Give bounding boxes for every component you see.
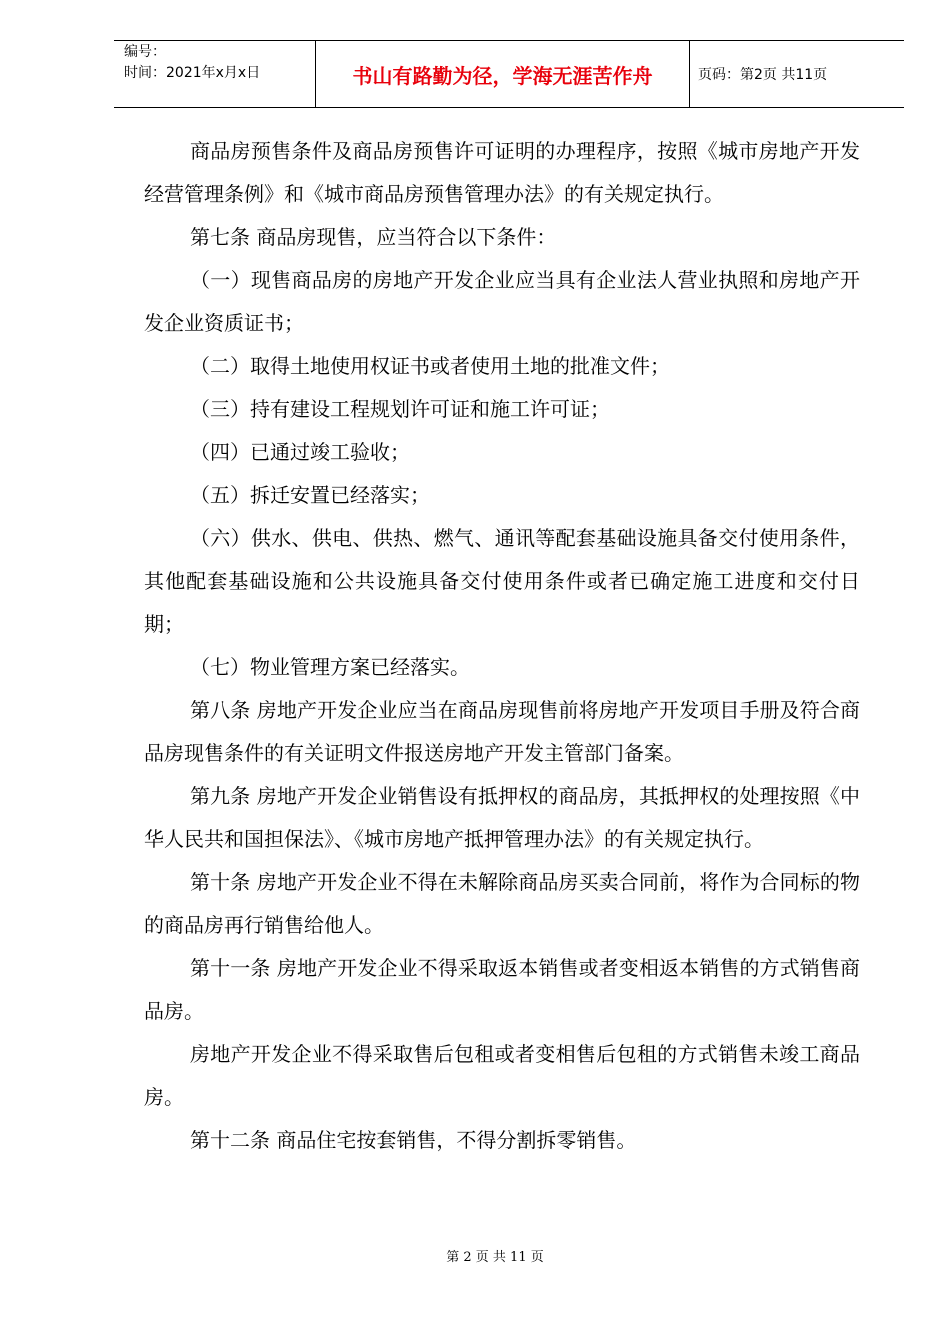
document-number-label: 编号： xyxy=(124,44,166,60)
page-header xyxy=(114,40,904,108)
header-page-info: 页码：第2页 共11页 xyxy=(698,67,828,83)
paragraph: 第十二条 商品住宅按套销售，不得分割拆零销售。 xyxy=(190,1128,637,1152)
paragraph: （四）已通过竣工验收； xyxy=(190,440,410,464)
paragraph: 第七条 商品房现售，应当符合以下条件： xyxy=(190,225,557,249)
paragraph: （七）物业管理方案已经落实。 xyxy=(190,655,470,679)
paragraph: 房地产开发企业不得采取售后包租或者变相售后包租的方式销售未竣工商品房。 xyxy=(144,1042,860,1109)
paragraph: 商品房预售条件及商品房预售许可证明的办理程序，按照《城市房地产开发经营管理条例》和《城市商品房预售管理办法》的有关规定执行。 xyxy=(144,139,860,206)
paragraph: 第十条 房地产开发企业不得在未解除商品房买卖合同前，将作为合同标的物的商品房再行销售给他人。 xyxy=(144,870,860,937)
page-footer-number: 第 2 页 共 11 页 xyxy=(446,1250,544,1265)
paragraph: 第十一条 房地产开发企业不得采取返本销售或者变相返本销售的方式销售商品房。 xyxy=(144,956,860,1023)
paragraph: （六）供水、供电、供热、燃气、通讯等配套基础设施具备交付使用条件，其他配套基础设施和公共设施具备交付使用条件或者已确定施工进度和交付日期； xyxy=(144,526,860,636)
paragraph: （二）取得土地使用权证书或者使用土地的批准文件； xyxy=(190,354,670,378)
header-left-cell xyxy=(114,41,316,107)
paragraph: （五）拆迁安置已经落实； xyxy=(190,483,430,507)
paragraph: （三）持有建设工程规划许可证和施工许可证； xyxy=(190,397,610,421)
paragraph: 第八条 房地产开发企业应当在商品房现售前将房地产开发项目手册及符合商品房现售条件的有关证明文件报送房地产开发主管部门备案。 xyxy=(144,698,860,765)
document-body xyxy=(144,130,860,1162)
paragraph: 第九条 房地产开发企业销售设有抵押权的商品房，其抵押权的处理按照《中华人民共和国担保法》、《城市房地产抵押管理办法》的有关规定执行。 xyxy=(144,784,860,851)
document-time-label: 时间：2021年x月x日 xyxy=(124,65,261,81)
header-motto: 书山有路勤为径，学海无涯苦作舟 xyxy=(316,41,690,107)
paragraph: （一）现售商品房的房地产开发企业应当具有企业法人营业执照和房地产开发企业资质证书； xyxy=(144,268,860,335)
